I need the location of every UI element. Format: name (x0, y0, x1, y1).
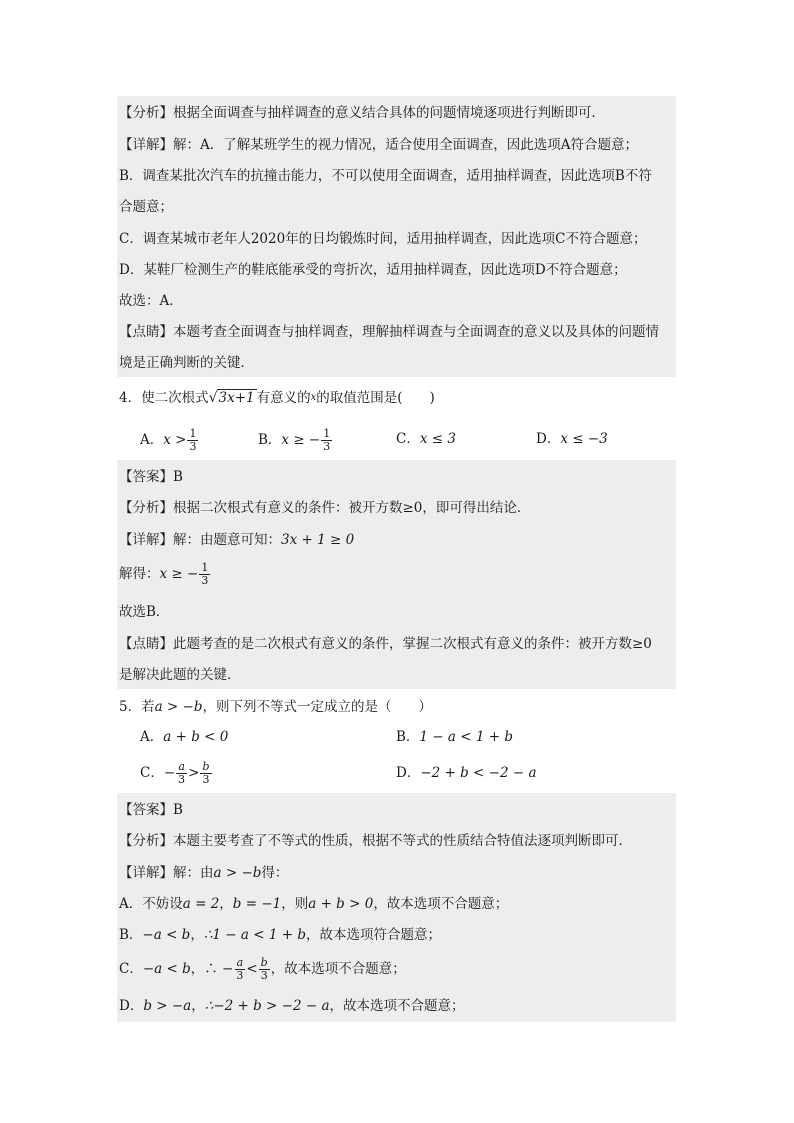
q5-option-a (140, 726, 228, 748)
q5-option-d-expr: −2 + b < −2 − a (420, 765, 537, 781)
q5-option-b-expr: 1 − a < 1 + b (419, 729, 513, 745)
q5-detail-d (119, 996, 465, 1016)
q4-solve-label: 解得： (119, 566, 160, 582)
q5-detail-c-den2: 3 (260, 969, 268, 982)
q5-detail-a-mid: ，则 (281, 896, 309, 912)
q4-option-a (140, 427, 199, 453)
q4-stem-var: x (310, 392, 317, 403)
q5-detail-d-mid: ， (191, 998, 205, 1014)
q5-analysis: 【分析】本题主要考查了不等式的性质，根据不等式的性质结合特值法逐项判断即可． (119, 833, 632, 849)
q4-answer: 【答案】B (119, 469, 183, 485)
q5-stem-expr: a > −b (154, 699, 203, 715)
q4-option-a-expr: x > (163, 432, 187, 448)
q3-comment-line1: 【点睛】本题考查全面调查与抽样调查，理解抽样调查与全面调查的意义以及具体的问题情 (119, 324, 659, 340)
q5-detail-b-pre: B． (119, 927, 143, 943)
q5-detail-a-sep: ， (219, 896, 233, 912)
q5-option-c-den2: 3 (202, 773, 210, 786)
q4-solve-num: 1 (201, 561, 209, 574)
q4-option-c (396, 428, 456, 450)
q5-detail-c-frac1 (234, 957, 245, 982)
q4-detail-expr: 3x + 1 ≥ 0 (281, 532, 355, 548)
q4-choose: 故选B． (119, 604, 170, 620)
q5-detail-c-den1: 3 (236, 969, 244, 982)
q5-detail-c-mid: ，∴ − (190, 961, 234, 977)
q5-detail-a-expr3: a + b > 0 (308, 896, 374, 912)
q4-option-a-num: 1 (189, 427, 197, 440)
q5-detail-d-pre: D． (119, 998, 144, 1014)
q4-stem (119, 388, 435, 410)
q3-comment-line2: 境是正确判断的关键． (119, 355, 254, 371)
q3-detail-b-line2: 合题意； (119, 199, 173, 215)
q4-detail (119, 530, 354, 550)
q3-detail-a: 【详解】解：A．了解某班学生的视力情况，适合使用全面调查，因此选项A符合题意； (119, 137, 638, 153)
q4-option-a-den: 3 (189, 440, 197, 453)
q5-option-b-label: B． (396, 729, 420, 745)
q5-detail-a (119, 894, 508, 914)
q5-option-a-label: A． (140, 729, 164, 745)
q4-stem-post: 的取值范围是( ) (316, 390, 435, 406)
q5-detail-d-expr2: ∴−2 + b > −2 − a (204, 998, 330, 1014)
q5-detail-b-post: ，故本选项符合题意； (305, 927, 441, 943)
q4-option-a-label: A． (140, 432, 164, 448)
q4-stem-mid: 有意义的 (256, 390, 311, 406)
q4-option-d-label: D． (536, 431, 561, 447)
q4-solve-den: 3 (201, 574, 209, 587)
q5-detail-d-post: ，故本选项不合题意； (329, 998, 465, 1014)
q5-detail-c-frac2 (259, 957, 270, 982)
q5-detail-c-num1: a (236, 956, 244, 969)
q4-option-b-frac (321, 428, 332, 453)
q5-option-c-num1: a (178, 760, 185, 773)
q5-detail-a-expr2: b = −1 (232, 896, 282, 912)
sqrt-sign-icon: √ (208, 390, 218, 406)
q5-detail-a-expr1: a = 2 (182, 896, 220, 912)
q5-option-c-num2: b (202, 760, 210, 773)
q5-detail-c-expr1: −a < b (142, 961, 191, 977)
q4-option-a-frac (187, 428, 198, 453)
q5-detail-expr: a > −b (213, 865, 262, 881)
q4-option-b (258, 427, 333, 453)
q5-stem (119, 697, 432, 717)
q3-detail-b-line1: B．调查某批次汽车的抗撞击能力，不可以使用全面调查，适用抽样调查，因此选项B不符 (119, 168, 652, 184)
q5-answer: 【答案】B (119, 802, 183, 818)
q4-solve-expr: x ≥ − (159, 566, 199, 582)
q5-detail-d-expr1: b > −a (143, 998, 192, 1014)
q4-option-b-num: 1 (323, 427, 331, 440)
q5-detail-post: 得： (261, 865, 289, 881)
q5-option-c-label: C． (140, 765, 164, 781)
q5-option-a-expr: a + b < 0 (163, 729, 229, 745)
q4-option-d (536, 428, 608, 450)
q5-detail-b (119, 925, 441, 945)
q5-detail-c-lt: < (246, 961, 258, 977)
q4-solve-frac (199, 562, 210, 587)
q5-option-c-frac2 (200, 761, 211, 786)
q4-detail-text: 【详解】解：由题意可知： (119, 532, 281, 548)
q5-detail-a-post: ，故本选项不合题意； (373, 896, 509, 912)
q5-option-d (396, 762, 537, 784)
q3-choose: 故选：A． (119, 293, 183, 309)
q5-option-b (396, 726, 513, 748)
q5-stem-post: ，则下列不等式一定成立的是（ ） (202, 699, 432, 715)
q4-option-d-expr: x ≤ −3 (560, 431, 608, 447)
q5-option-c-neg: − (163, 765, 176, 781)
q5-detail-b-expr1: −a < b (142, 927, 191, 943)
q5-detail-a-pre: A．不妨设 (119, 896, 183, 912)
q5-option-c (140, 758, 213, 788)
q5-detail-b-mid: ， (190, 927, 204, 943)
q4-option-b-den: 3 (323, 440, 331, 453)
q5-detail (119, 863, 288, 883)
q4-option-b-expr: x ≥ − (281, 432, 321, 448)
q4-comment-line2: 是解决此题的关键． (119, 667, 241, 683)
q5-detail-pre: 【详解】解：由 (119, 865, 214, 881)
q5-option-c-den1: 3 (178, 773, 186, 786)
q4-comment-line1: 【点睛】此题考查的是二次根式有意义的条件，掌握二次根式有意义的条件：被开方数≥0 (119, 636, 652, 652)
q5-option-c-frac1 (176, 761, 187, 786)
q4-solve (119, 562, 211, 588)
q4-option-c-expr: x ≤ 3 (419, 431, 456, 447)
q4-option-b-label: B． (258, 432, 282, 448)
q3-analysis: 【分析】根据全面调查与抽样调查的意义结合具体的问题情境逐项进行判断即可． (119, 105, 605, 121)
q4-radicand: 3x+1 (218, 390, 255, 406)
q5-detail-c-post: ，故本选项不合题意； (270, 961, 406, 977)
q3-detail-d: D．某鞋厂检测生产的鞋底能承受的弯折次，适用抽样调查，因此选项D不符合题意； (119, 262, 627, 278)
q5-detail-c (119, 955, 406, 983)
q5-detail-c-pre: C． (119, 961, 143, 977)
q5-stem-pre: 5．若 (119, 699, 155, 715)
q5-detail-c-num2: b (260, 956, 268, 969)
q4-analysis: 【分析】根据二次根式有意义的条件：被开方数≥0，即可得出结论． (119, 500, 531, 516)
q4-stem-pre: 4．使二次根式 (119, 390, 209, 406)
q3-detail-c: C．调查某城市老年人2020年的日均锻炼时间，适用抽样调查，因此选项C不符合题意； (119, 231, 647, 247)
q5-option-c-gt: > (188, 765, 200, 781)
q5-detail-b-expr2: ∴1 − a < 1 + b (203, 927, 306, 943)
q4-option-c-label: C． (396, 431, 420, 447)
q5-option-d-label: D． (396, 765, 421, 781)
